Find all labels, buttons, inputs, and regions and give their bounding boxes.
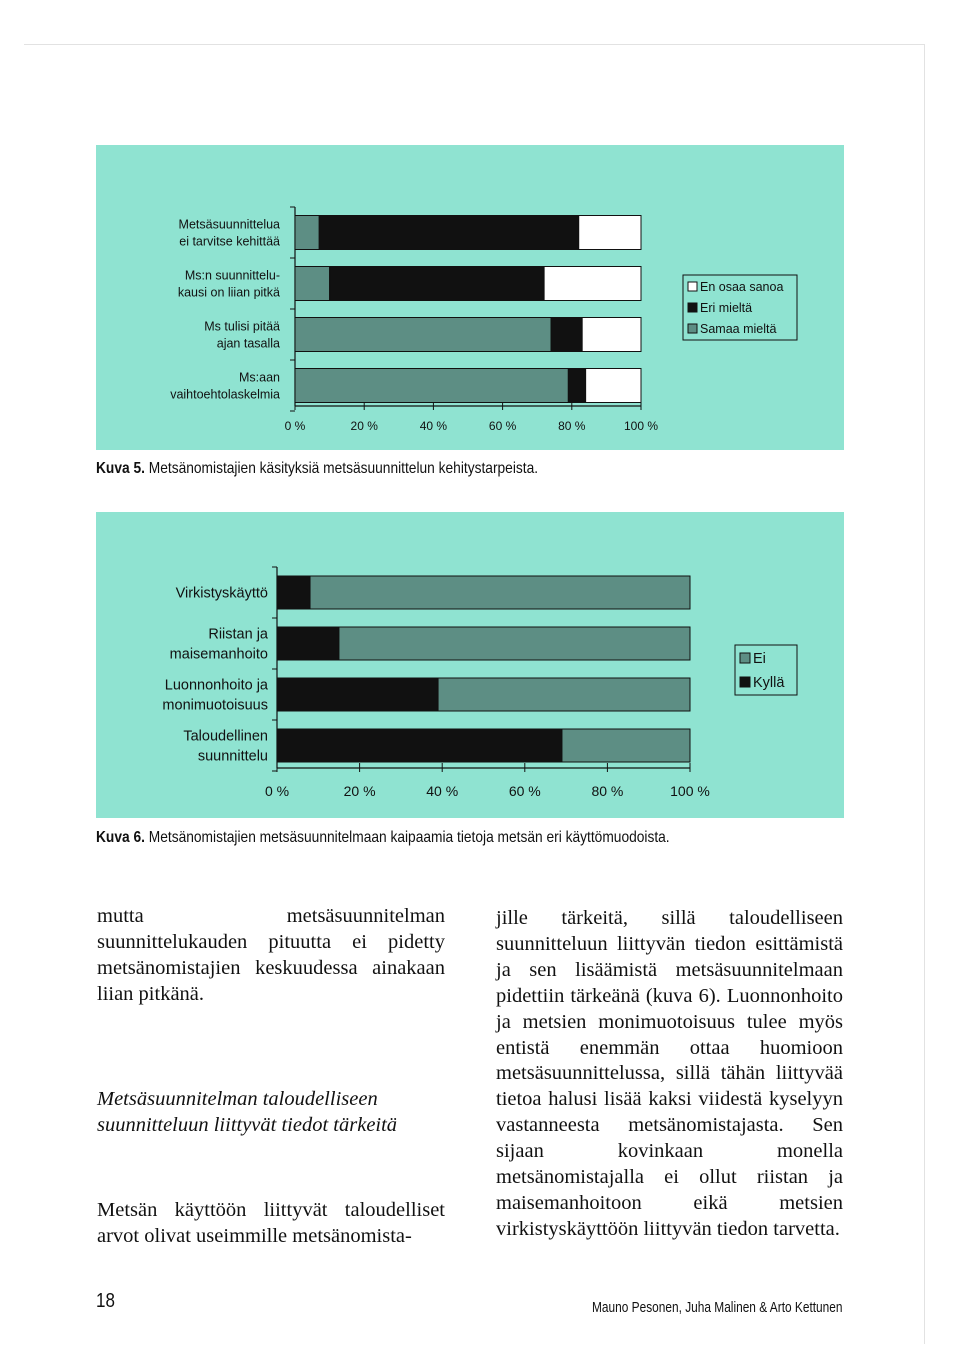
legend-swatch [740,677,750,687]
figure-5-caption [96,460,538,478]
category-label: Riistan ja [208,626,268,643]
x-tick-label: 80 % [558,419,586,433]
x-tick-label: 40 % [426,783,459,799]
bar-segment [277,729,562,762]
running-footer-authors: Mauno Pesonen, Juha Malinen & Arto Kettunen [592,1300,843,1316]
bar-segment [295,267,330,301]
legend-swatch [688,282,697,291]
category-label: Ms:aan [239,370,280,385]
category-label: Ms:n suunnittelu- [184,268,280,283]
page-border-top [24,44,924,45]
bar-segment [551,318,582,352]
category-label: Ms tulisi pitää [204,319,280,334]
figure-5-chart [96,145,844,450]
legend-swatch [740,653,750,663]
bar-segment [295,318,551,352]
figure-6-chart [96,512,844,818]
page-number: 18 [96,1290,115,1312]
figure-6-caption-label: Kuva 6. [96,829,145,846]
category-label: vaihtoehtolaskelmia [170,387,280,402]
bar-segment [277,576,310,609]
x-tick-label: 60 % [488,419,517,433]
bar-segment [579,216,641,250]
page-border-right [924,44,925,1344]
x-tick-label: 100 % [670,783,710,799]
category-label: monimuotoisuus [162,697,268,714]
figure-6-caption [96,829,670,847]
x-tick-label: 20 % [343,783,376,799]
figure-6-caption-text: Metsänomistajien metsäsuunnitelmaan kaipaamia tietoja metsän eri käyttömuodoista. [148,829,670,846]
x-tick-label: 0 % [284,419,306,433]
bar-segment [586,369,641,403]
legend-label: En osaa sanoa [700,279,784,294]
bar-segment [277,627,339,660]
bar-segment [295,216,319,250]
bar-segment [582,318,641,352]
category-label: kausi on liian pitkä [177,285,280,300]
x-tick-label: 100 % [623,419,659,433]
bar-segment [330,267,545,301]
category-label: Luonnonhoito ja [164,677,268,694]
x-tick-label: 80 % [591,783,624,799]
bar-segment [562,729,690,762]
legend-swatch [688,324,697,333]
x-tick-label: 60 % [508,783,541,799]
figure-5-panel [96,145,844,450]
figure-6-panel [96,512,844,818]
figure-5-caption-label: Kuva 5. [96,460,145,477]
bar-segment [339,627,690,660]
text-column-right [496,906,843,1243]
category-label: maisemanhoito [169,646,268,663]
legend-label: Eri mieltä [700,300,753,315]
bar-segment [438,678,690,711]
legend-label: Ei [753,651,766,668]
paragraph: jille tärkeitä, sillä taloudelliseen suunnitteluun liittyvän tiedon esittämistä ja sen lisäämistä metsäsuunnitelmaan pidettiin tärkeänä (kuva 6). Luonnonhoito ja metsien monimuotoisuus tulee myös entistä enemmän ottaa huomioon metsäsuunnittelussa, sillä tähän liittyvää tietoa halusi lisää kaksi viidestä kyselyyn vastanneesta metsänomistajasta. Sen sijaan kovinkaan monella metsänomistajalla ei ollut riistan ja maisemanhoitoon eikä metsien virkistyskäyttöön liittyvän tiedon tarvetta. [496,907,843,1240]
legend-label: Samaa mieltä [700,321,777,336]
category-label: Taloudellinen [183,728,268,745]
legend-swatch [688,303,697,312]
category-label: Virkistyskäyttö [175,585,268,602]
bar-segment [319,216,578,250]
bar-segment [295,369,568,403]
category-label: ei tarvitse kehittää [179,234,280,249]
bar-segment [310,576,690,609]
x-tick-label: 0 % [264,783,290,799]
category-label: ajan tasalla [216,336,280,351]
paragraph: mutta metsäsuunnitelman suunnittelukauden pituutta ei pidetty metsänomistajien keskuudessa ainakaan liian pitkänä. [97,905,445,1005]
category-label: suunnittelu [197,748,268,765]
bar-segment [568,369,585,403]
text-column-left [97,904,445,1250]
bar-segment [544,267,641,301]
x-tick-label: 20 % [350,419,378,433]
legend-label: Kyllä [753,675,785,692]
category-label: Metsäsuunnittelua [178,217,280,232]
x-tick-label: 40 % [419,419,448,433]
paragraph: Metsän käyttöön liittyvät taloudelliset arvot olivat useimmille metsänomista- [97,1199,445,1248]
figure-5-caption-text: Metsänomistajien käsityksiä metsäsuunnittelun kehitystarpeista. [148,460,539,477]
bar-segment [277,678,438,711]
section-subheading: Metsäsuunnitelman taloudelliseen suunnitteluun liittyvät tiedot tärkeitä [97,1087,398,1136]
